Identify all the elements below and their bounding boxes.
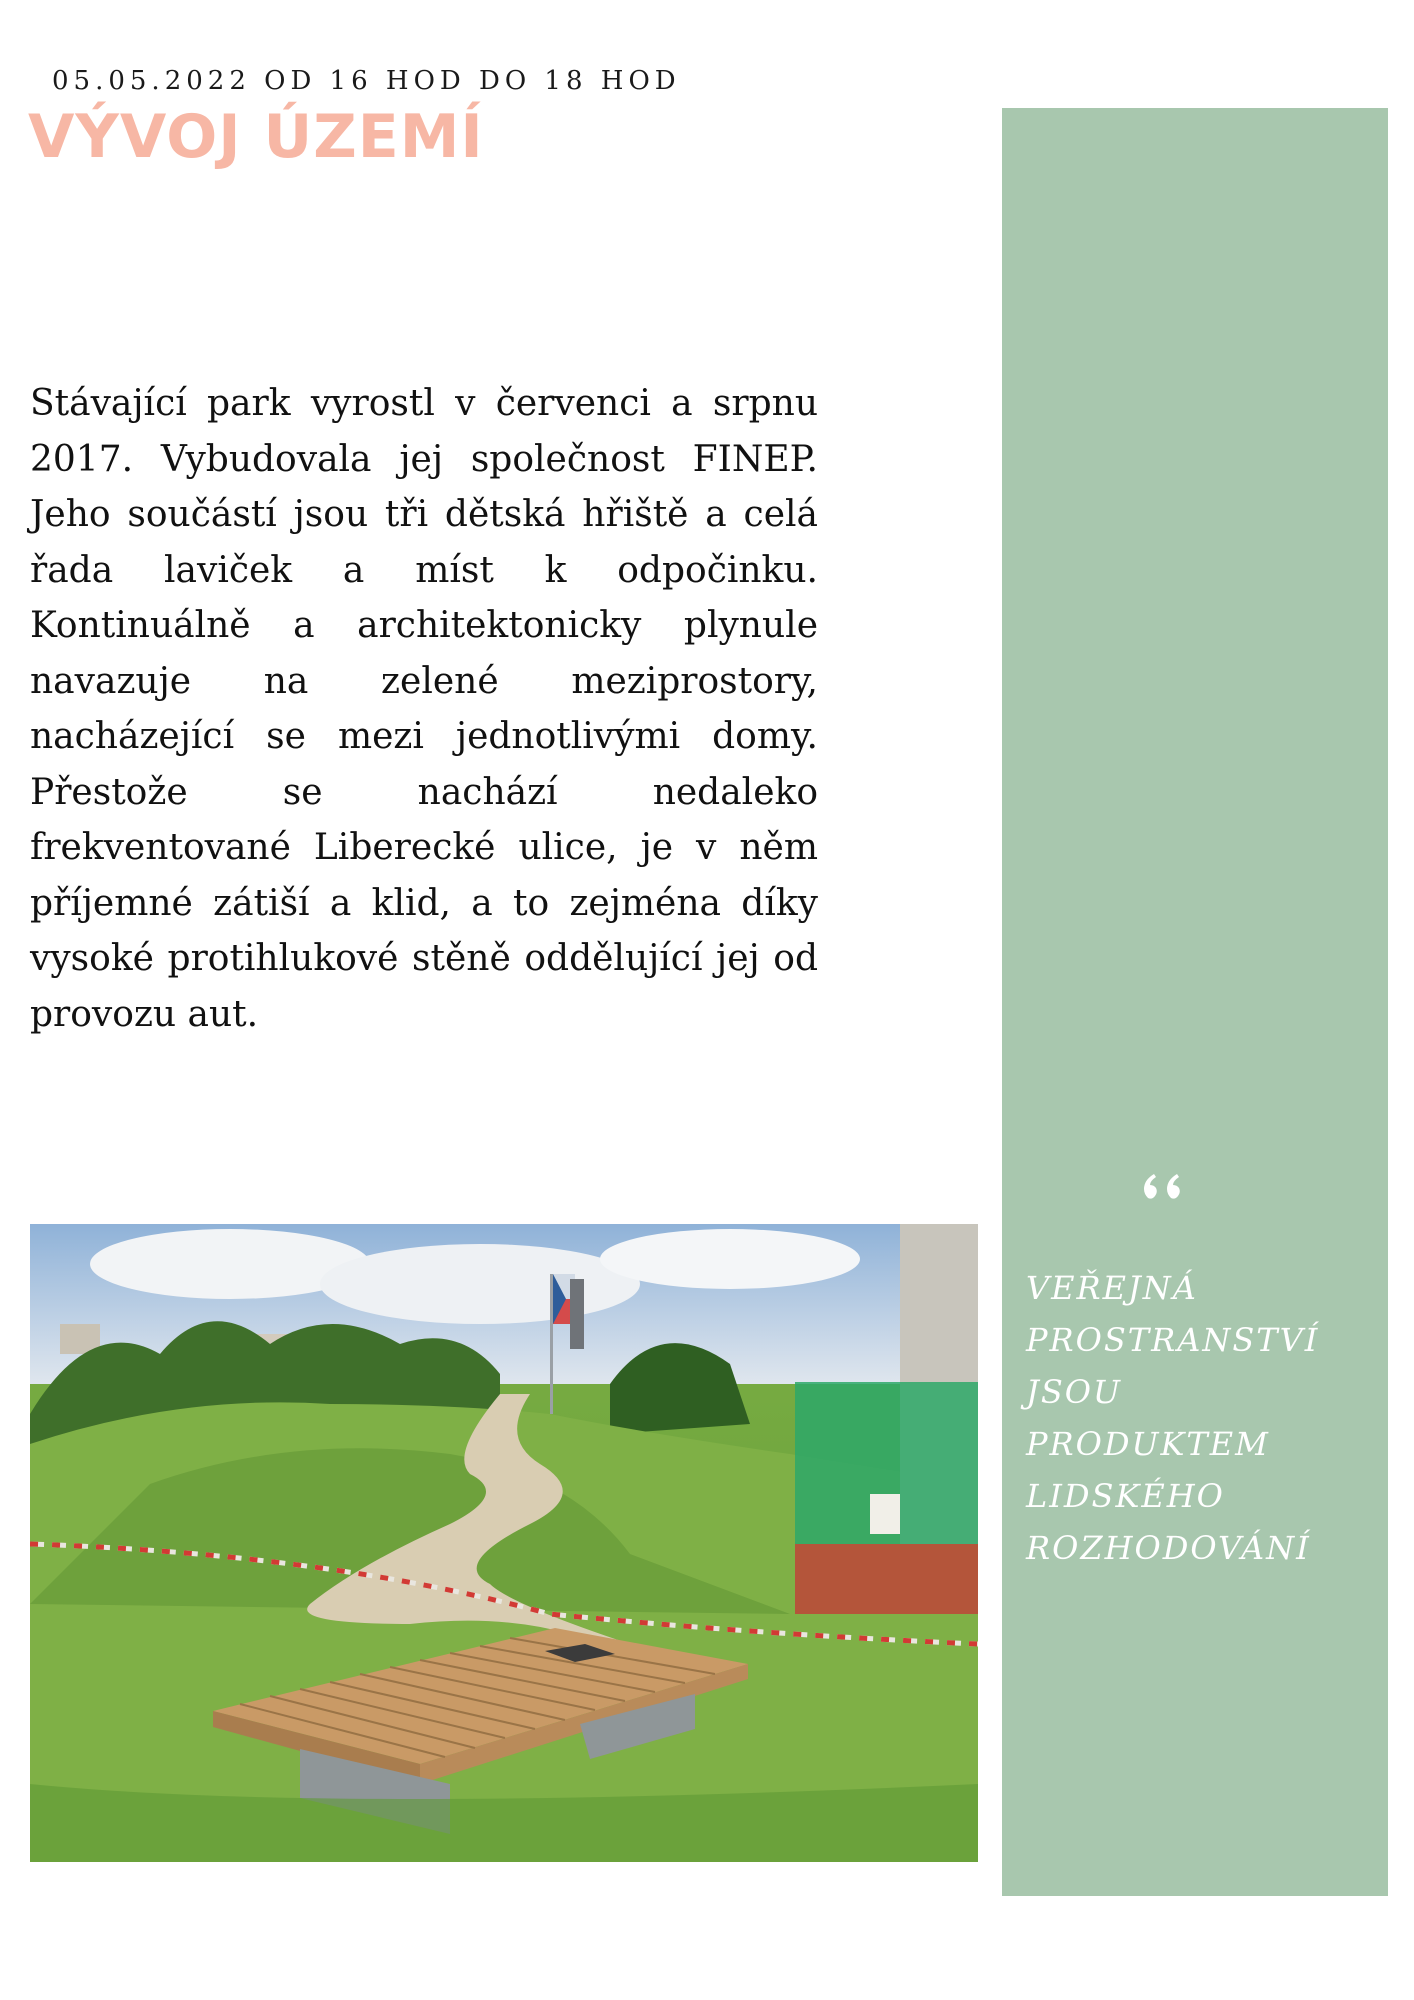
event-date: 05.05.2022 OD 16 HOD DO 18 HOD — [52, 66, 681, 96]
quote-panel — [1002, 108, 1388, 1896]
park-photo — [30, 1224, 978, 1862]
article-paragraph: Stávající park vyrostl v červenci a srpnu 2017. Vybudovala jej společnost FINEP. Jeho součástí jsou tři dětská hřiště a celá řada laviček a míst k odpočinku. Kontinuálně a architektonicky plynule navazuje na zelené meziprostory, nacházející se mezi jednotlivými domy. Přestože se nachází nedaleko frekventované Liberecké ulice, je v něm příjemné zátiší a klid, a to zejména díky vysoké protihlukové stěně oddělující jej od provozu aut. — [30, 383, 818, 1035]
quote-icon — [1144, 1172, 1186, 1202]
panel-quote: VEŘEJNÁ PROSTRANSTVÍ JSOU PRODUKTEM LIDSKÉHO ROZHODOVÁNÍ — [1026, 1269, 1320, 1567]
page-title: VÝVOJ ÚZEMÍ — [28, 102, 484, 172]
